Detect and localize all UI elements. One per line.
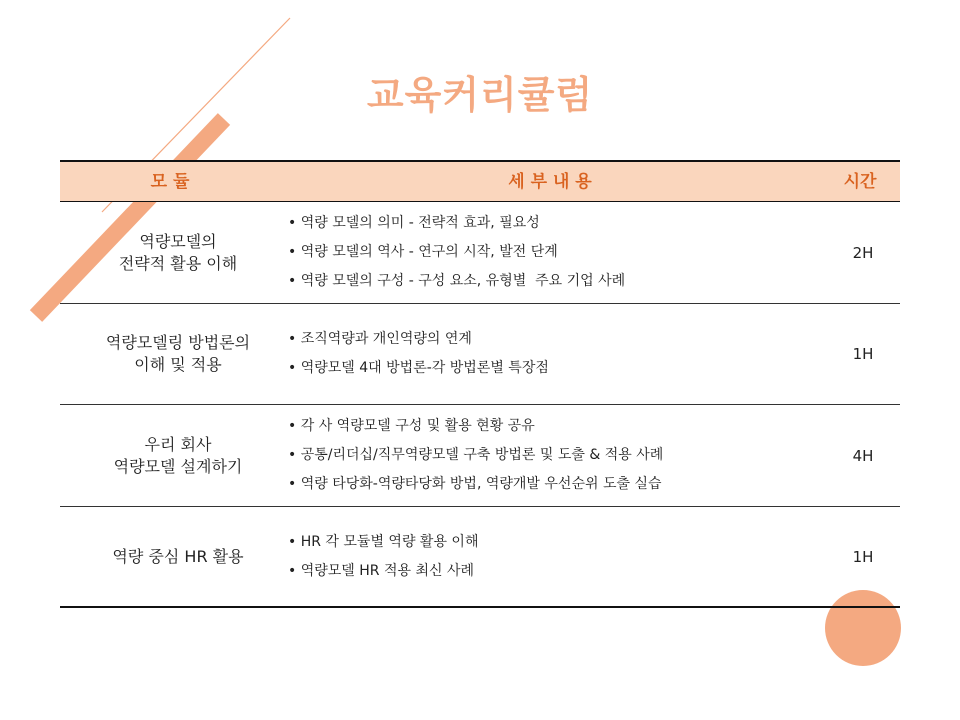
time-cell: 1H xyxy=(852,345,874,363)
detail-item: • HR 각 모듈별 역량 활용 이해 xyxy=(288,528,828,557)
module-line: 역량모델 설계하기 xyxy=(113,456,243,476)
curriculum-table xyxy=(60,160,900,608)
header-time: 시간 xyxy=(843,172,877,192)
detail-item: • 역량모델 HR 적용 최신 사례 xyxy=(288,557,828,586)
detail-item: • 역량 모델의 의미 - 전략적 효과, 필요성 xyxy=(288,209,828,238)
module-cell xyxy=(60,507,296,606)
table-row xyxy=(60,507,900,608)
table-header xyxy=(60,160,900,202)
table-row xyxy=(60,405,900,507)
module-cell xyxy=(60,405,296,506)
module-cell xyxy=(60,304,296,404)
time-cell: 2H xyxy=(852,243,874,262)
detail-item: • 역량 모델의 구성 - 구성 요소, 유형별 주요 기업 사례 xyxy=(288,267,828,296)
detail-cell xyxy=(288,202,828,303)
detail-cell xyxy=(288,405,828,506)
detail-item: • 역량 모델의 역사 - 연구의 시작, 발전 단계 xyxy=(288,238,828,267)
table-row xyxy=(60,202,900,304)
module-line: 전략적 활용 이해 xyxy=(118,253,238,273)
detail-item: • 조직역량과 개인역량의 연계 xyxy=(288,325,828,354)
detail-item: • 역량 타당화-역량타당화 방법, 역량개발 우선순위 도출 실습 xyxy=(288,470,828,499)
module-line: 역량모델의 xyxy=(139,231,217,251)
detail-cell xyxy=(288,507,828,606)
table-row xyxy=(60,304,900,405)
module-line: 이해 및 적용 xyxy=(134,355,222,374)
detail-cell xyxy=(288,304,828,404)
header-module: 모 듈 xyxy=(150,172,190,192)
detail-item: • 각 사 역량모델 구성 및 활용 현황 공유 xyxy=(288,412,828,441)
time-cell: 4H xyxy=(852,446,874,465)
module-line: 우리 회사 xyxy=(144,434,212,454)
detail-item: • 공통/리더십/직무역량모델 구축 방법론 및 도출 & 적용 사례 xyxy=(288,441,828,470)
module-line: 역량 중심 HR 활용 xyxy=(112,546,244,566)
module-line: 역량모델링 방법론의 xyxy=(105,333,251,352)
module-cell xyxy=(60,202,296,303)
detail-item: • 역량모델 4대 방법론-각 방법론별 특장점 xyxy=(288,354,828,383)
time-cell: 1H xyxy=(852,547,874,566)
header-detail: 세 부 내 용 xyxy=(508,172,592,192)
page-title: 교육커리큘럼 xyxy=(366,73,594,117)
